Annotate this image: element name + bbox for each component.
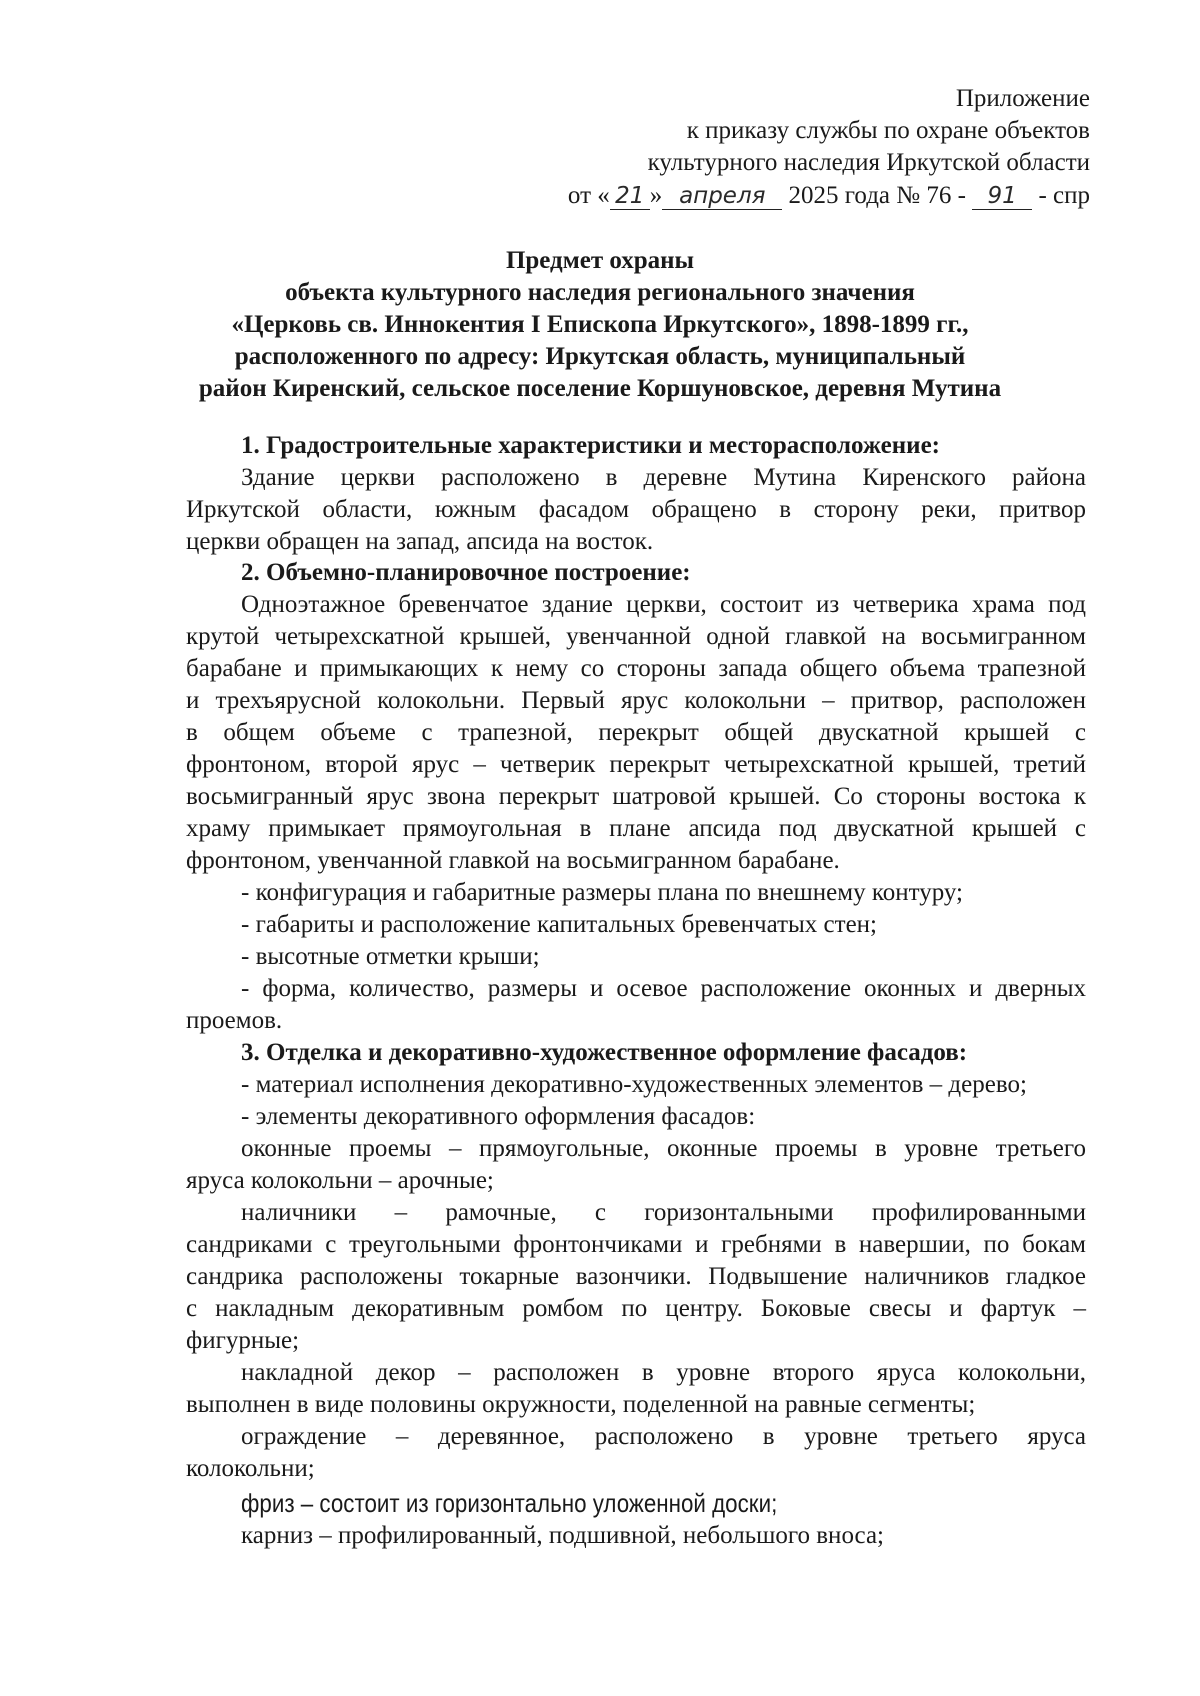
section2-list-item: - форма, количество, размеры и осевое расположение оконных и дверных <box>241 975 1086 1002</box>
section3-line: фигурные; <box>186 1327 300 1354</box>
section2-line: крутой четырехскатной крышей, увенчанной одной главкой на восьмигранном <box>186 623 1086 650</box>
section3-line: выполнен в виде половины окружности, поделенной на равные сегменты; <box>186 1391 976 1418</box>
section3-line: колокольни; <box>186 1455 315 1482</box>
order-date-number-line <box>568 180 1090 212</box>
section1-line: Здание церкви расположено в деревне Мутина Киренского района <box>241 464 1086 491</box>
doc-subtitle-1: объекта культурного наследия регионального значения <box>285 279 915 306</box>
section2-line: в общем объеме с трапезной, перекрыт общей двускатной крышей с <box>186 719 1086 746</box>
section2-line: Одноэтажное бревенчатое здание церкви, состоит из четверика храма под <box>241 591 1086 618</box>
order-suffix: - спр <box>1038 182 1090 209</box>
section2-list-item: - высотные отметки крыши; <box>241 943 540 970</box>
section2-line: барабане и примыкающих к нему со стороны запада общего объема трапезной <box>186 655 1086 682</box>
order-year-text: 2025 года № 76 - <box>788 182 966 209</box>
section2-line: и трехъярусной колокольни. Первый ярус колокольни – притвор, расположен <box>186 687 1086 714</box>
section2-heading: 2. Объемно-планировочное построение: <box>241 559 691 586</box>
doc-subtitle-2: «Церковь св. Иннокентия I Епископа Иркутского», 1898-1899 гг., <box>231 311 969 338</box>
frieze-line-text: фриз – состоит из горизонтально уложенной доски; <box>241 1488 778 1518</box>
section2-line: восьмигранный ярус звона перекрыт шатровой крышей. Со стороны востока к <box>186 783 1086 810</box>
section3-line: - материал исполнения декоративно-художественных элементов – дерево; <box>241 1071 1027 1098</box>
date-day-close: » <box>649 182 663 209</box>
section3-line: с накладным декоративным ромбом по центру. Боковые свесы и фартук – <box>186 1295 1086 1322</box>
appendix-label: Приложение <box>955 85 1090 112</box>
section3-line: накладной декор – расположен в уровне второго яруса колокольни, <box>241 1359 1086 1386</box>
section3-line: ограждение – деревянное, расположено в уровне третьего яруса <box>241 1423 1086 1450</box>
section3-line: сандриками с треугольными фронтончиками и гребнями в навершии, по бокам <box>186 1231 1086 1258</box>
section2-list-item: - конфигурация и габаритные размеры плана по внешнему контуру; <box>241 879 963 906</box>
doc-subtitle-3: расположенного по адресу: Иркутская область, муниципальный <box>234 343 966 370</box>
section1-line: Иркутской области, южным фасадом обращено в сторону реки, притвор <box>186 496 1086 523</box>
handwritten-month: апреля <box>662 183 782 210</box>
section3-line: карниз – профилированный, подшивной, небольшого вноса; <box>241 1522 885 1549</box>
section3-line: оконные проемы – прямоугольные, оконные проемы в уровне третьего <box>241 1135 1086 1162</box>
section3-line: сандрика расположены токарные вазончики. Подвышение наличников гладкое <box>186 1263 1086 1290</box>
section3-line: яруса колокольни – арочные; <box>186 1167 494 1194</box>
handwritten-day: 21 <box>610 183 650 210</box>
section2-line: фронтоном, увенчанной главкой на восьмигранном барабане. <box>186 847 840 874</box>
section3-line <box>241 1487 865 1521</box>
doc-title: Предмет охраны <box>505 247 695 274</box>
doc-subtitle-4: район Киренский, сельское поселение Коршуновское, деревня Мутина <box>198 375 1002 402</box>
order-reference-line: к приказу службы по охране объектов <box>686 117 1090 144</box>
section3-line: наличники – рамочные, с горизонтальными профилированными <box>241 1199 1086 1226</box>
agency-name-line: культурного наследия Иркутской области <box>647 149 1090 176</box>
section1-line: церкви обращен на запад, апсида на восток. <box>186 528 654 555</box>
handwritten-order-number: 91 <box>972 183 1032 210</box>
section2-line: фронтоном, второй ярус – четверик перекрыт четырехскатной крышей, третий <box>186 751 1086 778</box>
section2-line: храму примыкает прямоугольная в плане апсида под двускатной крышей с <box>186 815 1086 842</box>
section1-heading: 1. Градостроительные характеристики и месторасположение: <box>241 432 940 459</box>
section3-line: - элементы декоративного оформления фасадов: <box>241 1103 756 1130</box>
date-prefix: от « <box>567 182 610 209</box>
section3-heading: 3. Отделка и декоративно-художественное оформление фасадов: <box>241 1039 968 1066</box>
section2-list-item: - габариты и расположение капитальных бревенчатых стен; <box>241 911 877 938</box>
section2-list-item: проемов. <box>186 1007 283 1034</box>
